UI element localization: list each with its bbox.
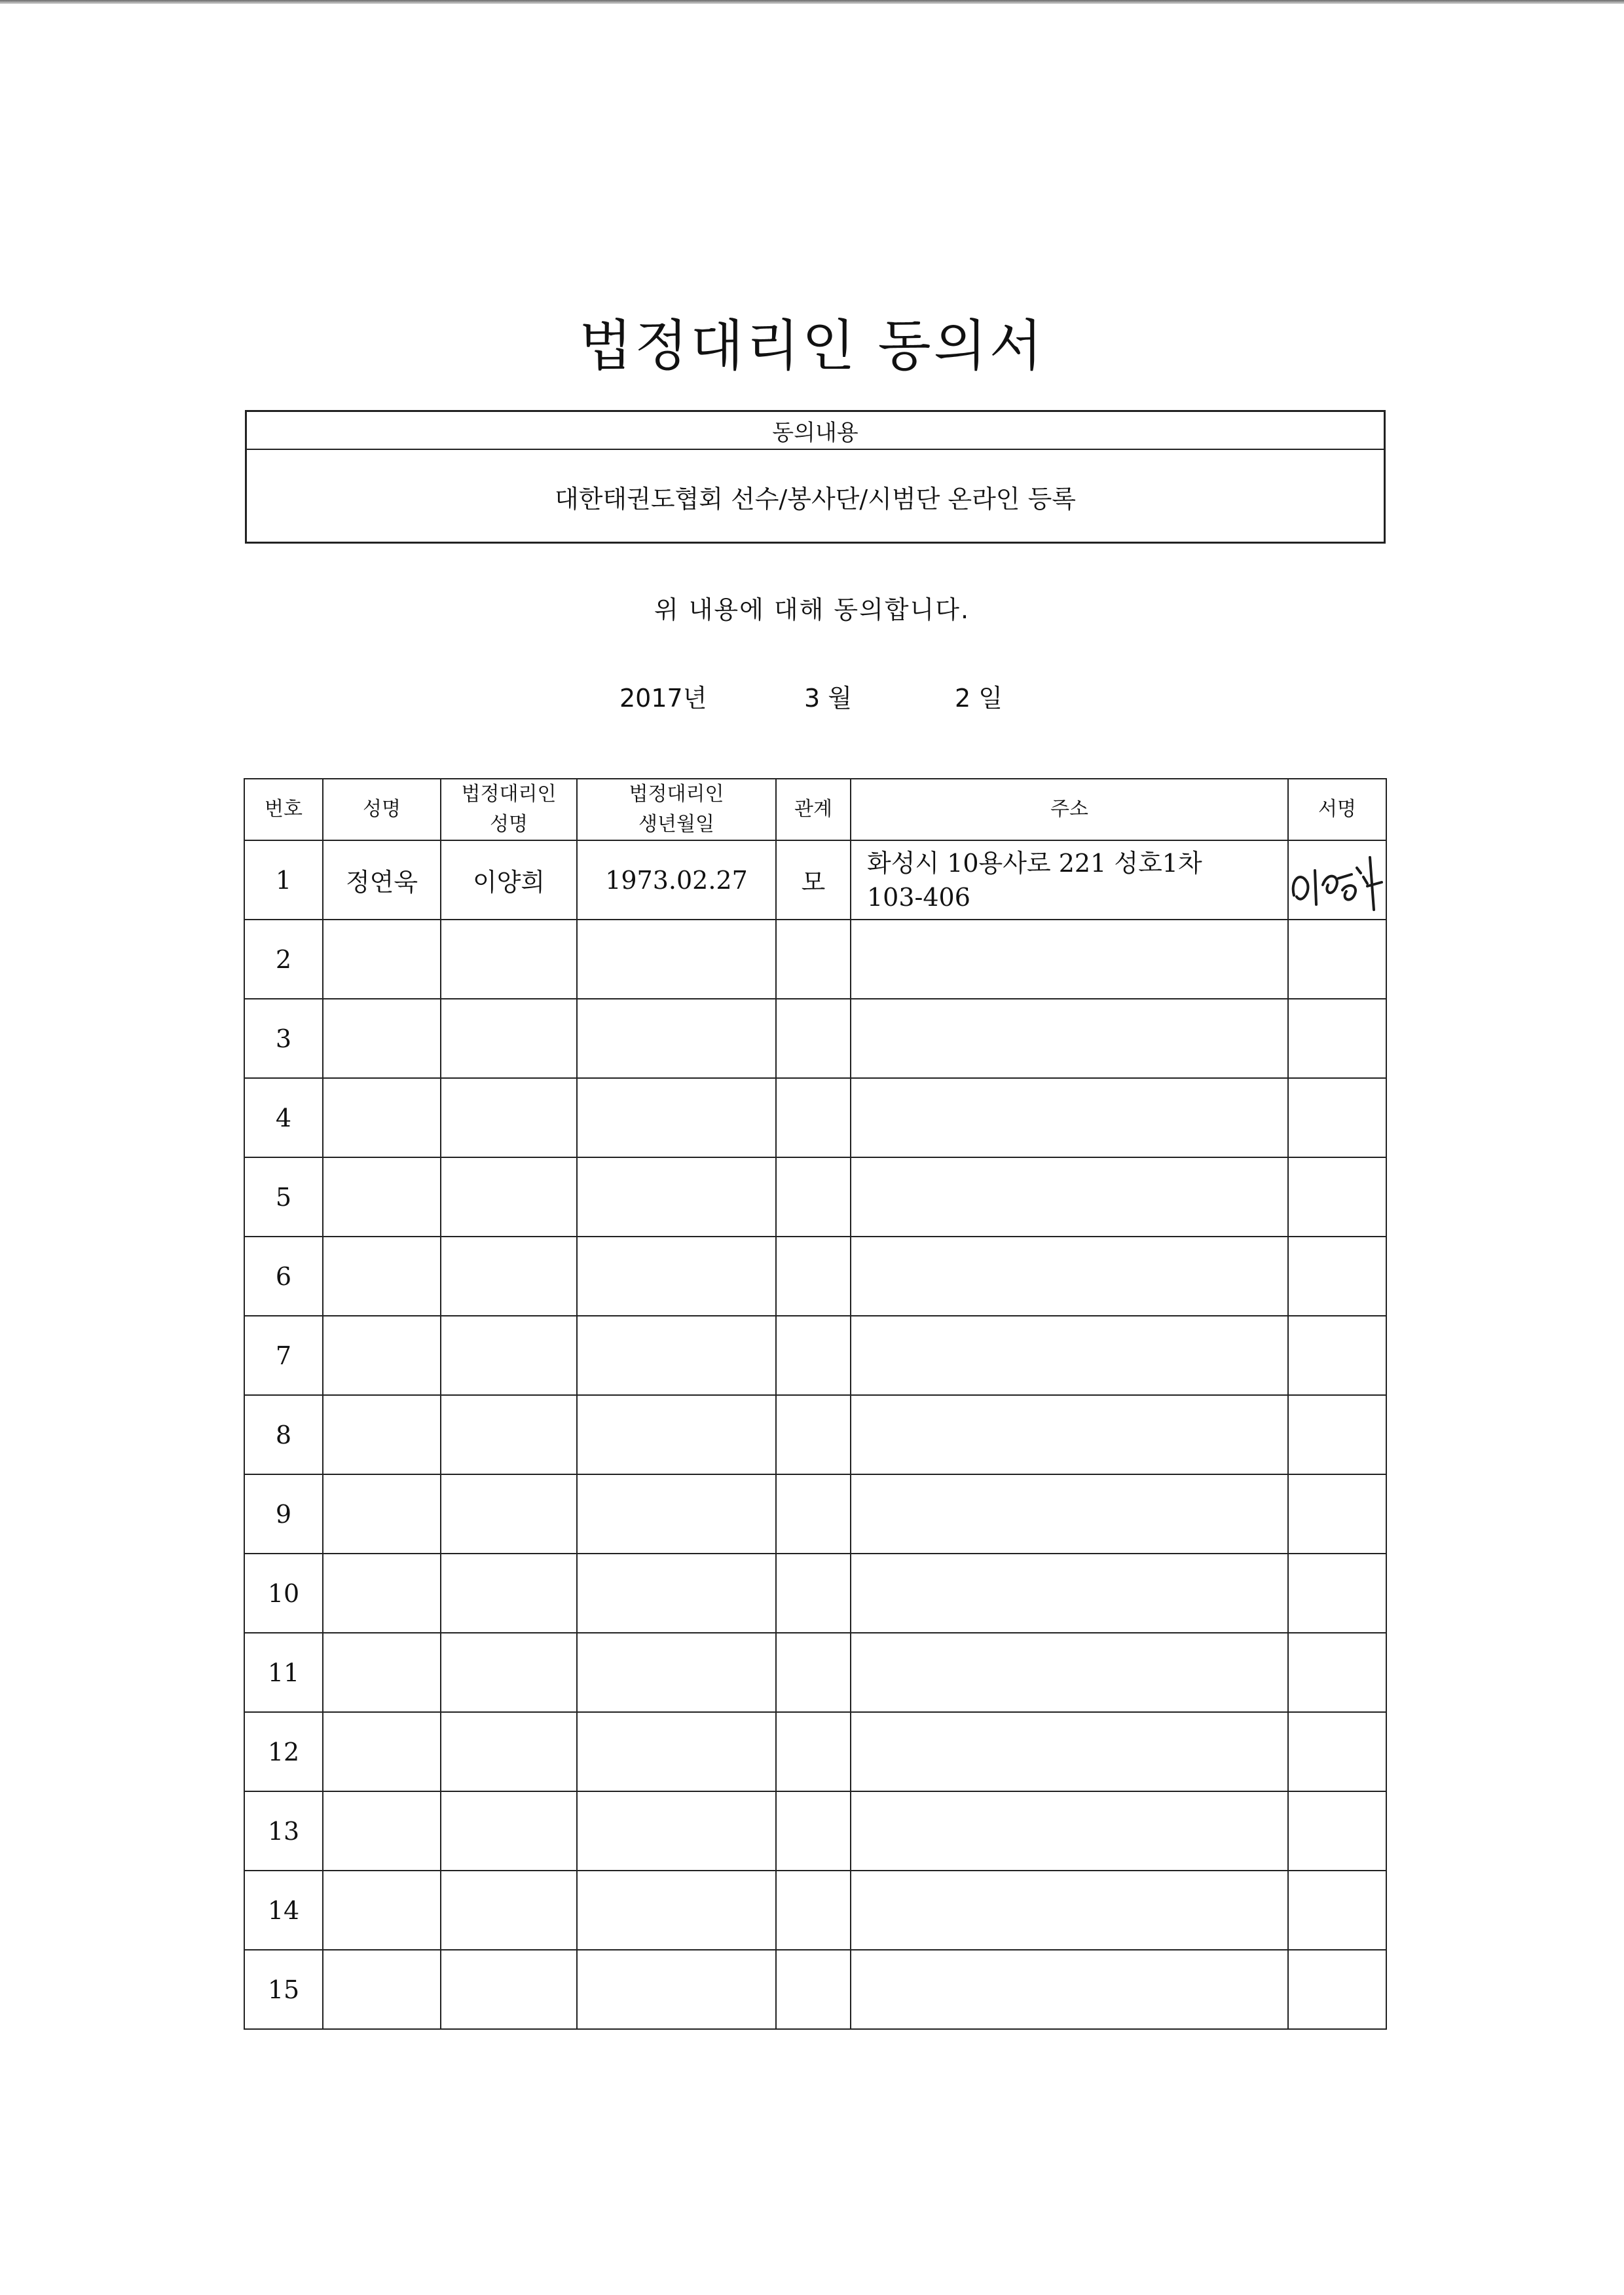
row-guardian-name (441, 1395, 577, 1474)
row-number: 5 (244, 1157, 323, 1237)
row-address (851, 1157, 1288, 1237)
row-address (851, 1316, 1288, 1395)
row-address (851, 1078, 1288, 1157)
row-guardian-name (441, 920, 577, 999)
header-guardian-birth (577, 779, 776, 840)
row-name (323, 1078, 441, 1157)
row-guardian-birth (577, 1157, 776, 1237)
row-number: 12 (244, 1712, 323, 1791)
row-relation (776, 1237, 851, 1316)
header-guardian-name (441, 779, 577, 840)
row-signature (1288, 1950, 1386, 2029)
header-relation: 관계 (776, 779, 851, 840)
table-row (244, 1871, 1386, 1950)
row-name (323, 999, 441, 1078)
row-number: 13 (244, 1791, 323, 1871)
row-relation (776, 920, 851, 999)
row-guardian-birth (577, 1791, 776, 1871)
row-signature (1288, 1237, 1386, 1316)
row-number: 3 (244, 999, 323, 1078)
header-name: 성명 (323, 779, 441, 840)
table-row (244, 1078, 1386, 1157)
row-name (323, 1554, 441, 1633)
row-number: 15 (244, 1950, 323, 2029)
row-address (851, 1474, 1288, 1554)
table-row (244, 1712, 1386, 1791)
consent-box (245, 410, 1386, 544)
row-guardian-name (441, 1157, 577, 1237)
row-address (851, 1633, 1288, 1712)
row-signature (1288, 1316, 1386, 1395)
row-signature (1288, 1633, 1386, 1712)
row-address (851, 1712, 1288, 1791)
row-guardian-birth (577, 1078, 776, 1157)
row-address (851, 1871, 1288, 1950)
row-address (851, 999, 1288, 1078)
address-line-2: 103-406 (867, 882, 970, 912)
row-guardian-birth (577, 1633, 776, 1712)
table-header-row (244, 779, 1386, 840)
row-name (323, 1316, 441, 1395)
row-name (323, 1871, 441, 1950)
row-signature (1288, 1474, 1386, 1554)
date-day: 2 일 (955, 684, 1003, 713)
row-guardian-name: 이양희 (441, 840, 577, 920)
table-row (244, 1395, 1386, 1474)
row-name (323, 1712, 441, 1791)
table-row (244, 1950, 1386, 2029)
table-row (244, 920, 1386, 999)
table-row (244, 840, 1386, 920)
row-guardian-birth (577, 1474, 776, 1554)
row-guardian-birth (577, 1950, 776, 2029)
row-number: 9 (244, 1474, 323, 1554)
row-name (323, 920, 441, 999)
handwritten-signature (1289, 844, 1387, 916)
row-relation (776, 1395, 851, 1474)
date-month: 3 월 (804, 684, 852, 713)
row-name (323, 1237, 441, 1316)
row-name (323, 1633, 441, 1712)
row-guardian-name (441, 1712, 577, 1791)
header-guardian-birth-line1: 법정대리인 (629, 783, 724, 806)
row-name (323, 1474, 441, 1554)
row-number: 7 (244, 1316, 323, 1395)
table-row (244, 999, 1386, 1078)
table-row (244, 1237, 1386, 1316)
row-guardian-name (441, 1237, 577, 1316)
row-relation (776, 1316, 851, 1395)
table-row (244, 1316, 1386, 1395)
header-address: 주소 (851, 779, 1288, 840)
row-number: 8 (244, 1395, 323, 1474)
row-guardian-birth (577, 1395, 776, 1474)
row-relation (776, 1554, 851, 1633)
row-guardian-birth (577, 1712, 776, 1791)
registration-table (244, 778, 1387, 2030)
row-address (851, 1950, 1288, 2029)
row-relation (776, 1712, 851, 1791)
header-signature: 서명 (1288, 779, 1386, 840)
header-number: 번호 (244, 779, 323, 840)
table-row (244, 1554, 1386, 1633)
scan-edge (0, 0, 1624, 4)
row-guardian-name (441, 999, 577, 1078)
row-name (323, 1791, 441, 1871)
row-signature (1288, 840, 1386, 920)
header-guardian-birth-line2: 생년월일 (638, 813, 714, 836)
header-guardian-name-line2: 성명 (490, 813, 528, 836)
row-relation (776, 1871, 851, 1950)
row-guardian-name (441, 1078, 577, 1157)
row-name: 정연욱 (323, 840, 441, 920)
row-guardian-name (441, 1871, 577, 1950)
agreement-text: 위 내용에 대해 동의합니다. (654, 595, 970, 624)
row-relation (776, 1474, 851, 1554)
address-line-1: 화성시 10용사로 221 성호1차 (867, 848, 1202, 878)
consent-content: 대한태권도협회 선수/봉사단/시범단 온라인 등록 (554, 484, 1076, 513)
row-signature (1288, 1157, 1386, 1237)
row-relation: 모 (776, 840, 851, 920)
row-number: 11 (244, 1633, 323, 1712)
row-relation (776, 1791, 851, 1871)
row-relation (776, 1078, 851, 1157)
row-guardian-birth (577, 1871, 776, 1950)
row-address (851, 1237, 1288, 1316)
row-address (851, 1395, 1288, 1474)
row-guardian-birth (577, 1237, 776, 1316)
consent-heading: 동의내용 (247, 412, 1384, 450)
row-signature (1288, 1554, 1386, 1633)
row-signature (1288, 1791, 1386, 1871)
row-guardian-birth (577, 920, 776, 999)
row-guardian-birth (577, 999, 776, 1078)
date-year: 2017년 (619, 684, 707, 713)
row-signature (1288, 1871, 1386, 1950)
row-number: 10 (244, 1554, 323, 1633)
row-address (851, 920, 1288, 999)
row-guardian-name (441, 1791, 577, 1871)
row-guardian-birth: 1973.02.27 (577, 840, 776, 920)
row-guardian-name (441, 1554, 577, 1633)
row-number: 6 (244, 1237, 323, 1316)
row-guardian-name (441, 1950, 577, 2029)
row-guardian-birth (577, 1316, 776, 1395)
table-row (244, 1157, 1386, 1237)
document-title: 법정대리인 동의서 (579, 314, 1045, 379)
row-relation (776, 1157, 851, 1237)
row-guardian-name (441, 1316, 577, 1395)
row-name (323, 1395, 441, 1474)
table-row (244, 1633, 1386, 1712)
row-address (851, 1791, 1288, 1871)
row-relation (776, 1950, 851, 2029)
row-number: 4 (244, 1078, 323, 1157)
row-number: 14 (244, 1871, 323, 1950)
header-guardian-name-line1: 법정대리인 (461, 783, 557, 806)
row-address (851, 840, 1288, 920)
row-number: 2 (244, 920, 323, 999)
row-name (323, 1157, 441, 1237)
row-guardian-name (441, 1633, 577, 1712)
table-row (244, 1791, 1386, 1871)
row-signature (1288, 920, 1386, 999)
table-row (244, 1474, 1386, 1554)
row-guardian-name (441, 1474, 577, 1554)
row-number: 1 (244, 840, 323, 920)
row-guardian-birth (577, 1554, 776, 1633)
row-signature (1288, 999, 1386, 1078)
row-signature (1288, 1078, 1386, 1157)
row-name (323, 1950, 441, 2029)
row-address (851, 1554, 1288, 1633)
row-relation (776, 1633, 851, 1712)
row-signature (1288, 1395, 1386, 1474)
row-signature (1288, 1712, 1386, 1791)
row-relation (776, 999, 851, 1078)
